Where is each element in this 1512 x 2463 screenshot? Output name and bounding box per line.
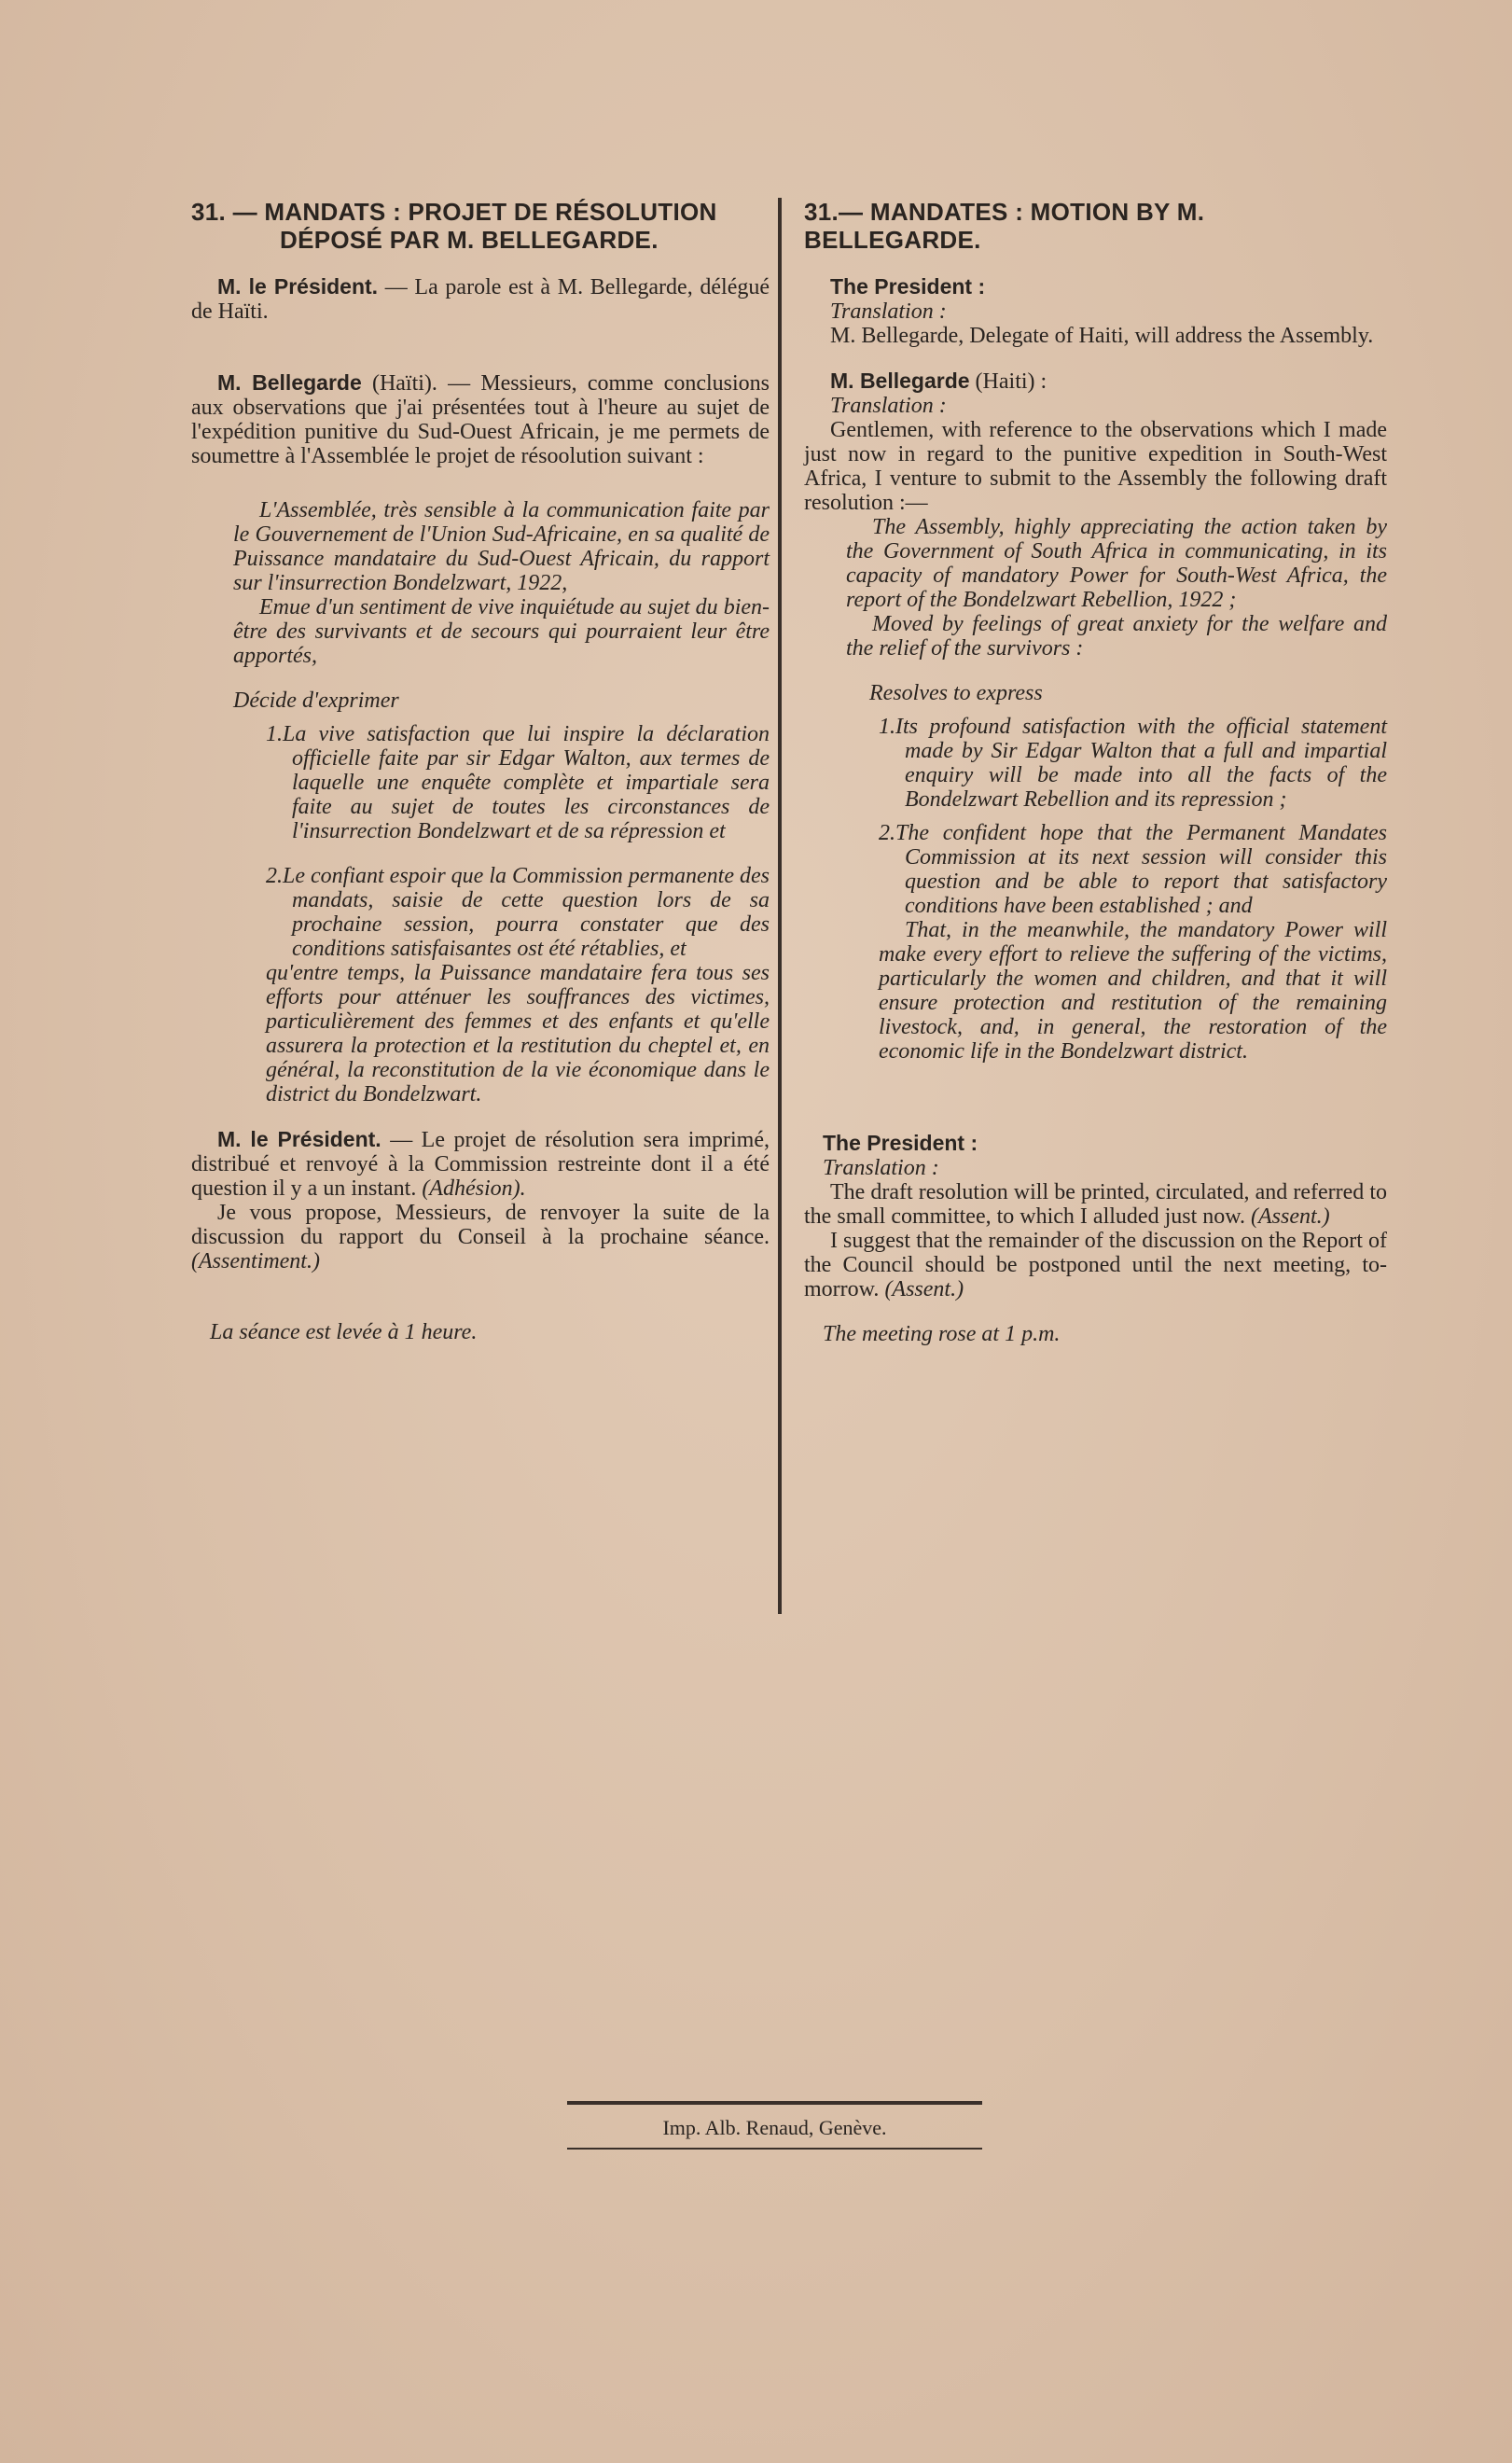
- paragraph-text: — La parole est à M. Bellegarde, délégué de Haïti.: [191, 275, 770, 324]
- french-heading-line2: DÉPOSÉ PAR M. BELLEGARDE.: [280, 226, 659, 254]
- english-paragraph-1-speaker: [804, 274, 1387, 299]
- resolution-item-1: [233, 722, 770, 843]
- french-closing: La séance est levée à 1 heure.: [210, 1320, 478, 1344]
- speaker-name: M. le Président.: [217, 274, 379, 299]
- assent-note: (Assent.): [884, 1277, 964, 1301]
- paragraph-text: — Le projet de résolution sera imprimé, distribué et renvoyé à la Commission restreinte dont il a été question il y a un instant.: [191, 1128, 770, 1201]
- resolution-item-2-continuation: qu'entre temps, la Puissance mandataire fera tous ses efforts pour atténuer les souffrances des victimes, particulièrement des femmes et des enfants et qu'elle assurera la protection et la restitution du cheptel et, en général, la reconstitution de la vie économique dans le district du Bondelzwart.: [266, 961, 770, 1106]
- french-heading-line1: 31. — MANDATS : PROJET DE RÉSOLUTION: [191, 198, 717, 226]
- english-paragraph-1: M. Bellegarde, Delegate of Haiti, will address the Assembly.: [830, 324, 1374, 348]
- english-paragraph-2: Gentlemen, with reference to the observations which I made just now in regard to the punitive expedition in South-West Africa, I venture to submit to the Assembly the following draft resolution :—: [804, 418, 1387, 515]
- french-heading: [191, 198, 770, 254]
- paragraph-text: I suggest that the remainder of the discussion on the Report of the Council should be postponed until the next meeting, to-morrow.: [804, 1229, 1387, 1301]
- assent-note: (Assent.): [1251, 1204, 1330, 1229]
- french-paragraph-2: [191, 370, 770, 468]
- english-paragraph-3: [804, 1180, 1387, 1229]
- french-column: [191, 198, 770, 1344]
- resolution-item-1: [846, 715, 1387, 812]
- english-paragraph-3-speaker: [804, 1131, 1387, 1156]
- item-text: La vive satisfaction que lui inspire la déclaration officielle faite par sir Edgar Walton, aux termes de laquelle une enquête complète et impartiale sera faite au sujet de toutes les circonstances de l'insurrection Bondelzwart et de sa répression et: [283, 722, 770, 843]
- printer-footer: [567, 2101, 982, 2150]
- translation-label: Translation :: [830, 299, 947, 324]
- item-text: The confident hope that the Permanent Mandates Commission at its next session will consider this question and be able to report that satisfactory conditions have been established ; and: [895, 821, 1387, 918]
- item-text: Le confiant espoir que la Commission permanente des mandats, saisie de cette question lors de sa prochaine session, pourra constater que des conditions satisfaisantes ost été rétablies, et: [283, 864, 770, 961]
- speaker-name: M. le Président.: [217, 1127, 381, 1151]
- paragraph-text: The draft resolution will be printed, circulated, and referred to the small committee, to which I alluded just now.: [804, 1180, 1387, 1229]
- item-number: 2.: [879, 821, 895, 845]
- assent-note: (Assentiment.): [191, 1249, 320, 1273]
- speaker-name: The President :: [823, 1131, 978, 1155]
- resolution-item-2-continuation: That, in the meanwhile, the mandatory Power will make every effort to relieve the suffering of the victims, particularly the women and children, and that it will ensure protection and restitution of the remaining livestock, and, in general, the restoration of the economic life in the Bondelzwart district.: [879, 918, 1387, 1064]
- resolution-decide: Décide d'exprimer: [233, 689, 399, 713]
- assent-note: (Adhésion).: [422, 1176, 526, 1201]
- resolution-preamble: Emue d'un sentiment de vive inquiétude au sujet du bien-être des survivants et de secours qui pourraient leur être apportés,: [233, 595, 770, 668]
- french-paragraph-3: [191, 1127, 770, 1201]
- resolution-item-2: [233, 864, 770, 961]
- resolution-preamble: Moved by feelings of great anxiety for the welfare and the relief of the survivors :: [846, 612, 1387, 661]
- speaker-name: M. Bellegarde: [217, 370, 362, 395]
- translation-label: Translation :: [830, 394, 947, 418]
- item-text: Its profound satisfaction with the official statement made by Sir Edgar Walton that a full and impartial enquiry will be made into all the facts of the Bondelzwart Rebellion and its repression ;: [895, 715, 1387, 812]
- translation-label: Translation :: [823, 1156, 939, 1180]
- english-paragraph-4: [804, 1229, 1387, 1301]
- footer-rule-top: [567, 2101, 982, 2105]
- english-resolution: [804, 515, 1387, 1064]
- speaker-country: (Haiti) :: [969, 369, 1047, 394]
- paragraph-text: (Haïti). — Messieurs, comme conclusions aux observations que j'ai présentées tout à l'heure au sujet de l'expédition punitive du Sud-Ouest Africain, je me permets de soumettre à l'Assemblée le projet de résoolution suivant :: [191, 371, 770, 468]
- resolution-preamble: The Assembly, highly appreciating the action taken by the Government of South Africa in communicating, in its capacity of mandatory Power for South-West Africa, the report of the Bondelzwart Rebellion, 1922 ;: [846, 515, 1387, 612]
- french-paragraph-1: [191, 274, 770, 324]
- item-number: 2.: [266, 864, 283, 888]
- resolution-item-2: [846, 821, 1387, 918]
- resolution-preamble: L'Assemblée, très sensible à la communication faite par le Gouvernement de l'Union Sud-Africaine, en sa qualité de Puissance mandataire du Sud-Ouest Africain, du rapport sur l'insurrection Bondelzwart, 1922,: [233, 498, 770, 595]
- english-paragraph-2-speaker: [804, 369, 1387, 394]
- english-heading: 31.— MANDATES : MOTION BY M. BELLEGARDE.: [804, 198, 1205, 254]
- french-resolution: [191, 498, 770, 1106]
- speaker-name: M. Bellegarde: [830, 369, 970, 393]
- footer-rule-bottom: [567, 2148, 982, 2150]
- item-number: 1.: [879, 715, 895, 739]
- resolution-resolves: Resolves to express: [869, 681, 1043, 705]
- english-column: [804, 198, 1387, 1346]
- paragraph-text: Je vous propose, Messieurs, de renvoyer la suite de la discussion du rapport du Conseil à la prochaine séance.: [191, 1201, 770, 1249]
- column-divider: [778, 198, 782, 1614]
- french-paragraph-4: [191, 1201, 770, 1273]
- english-closing: The meeting rose at 1 p.m.: [823, 1322, 1061, 1346]
- speaker-name: The President :: [830, 274, 986, 299]
- printer-name: Imp. Alb. Renaud, Genève.: [662, 2116, 887, 2139]
- item-number: 1.: [266, 722, 283, 746]
